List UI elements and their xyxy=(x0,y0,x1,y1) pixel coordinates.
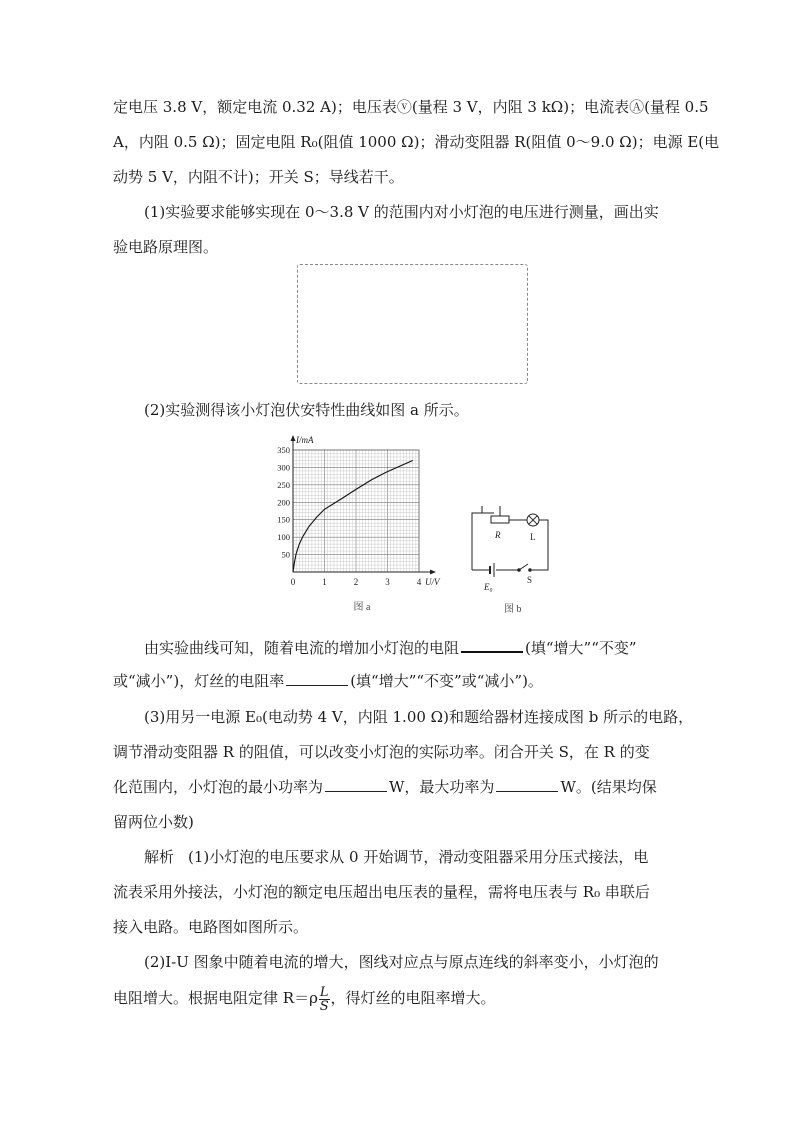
q2-line-2-hint: (填“增大”“不变” xyxy=(525,639,637,657)
blank-resistivity[interactable] xyxy=(286,671,348,686)
solution-line-5-text-a: 电阻增大。根据电阻定律 R＝ρ xyxy=(113,989,318,1007)
figure-b-circuit xyxy=(464,506,564,614)
x-axis-label: U/V xyxy=(425,577,440,587)
label-L: L xyxy=(530,532,536,542)
figure-b-caption: 图 b xyxy=(504,604,522,614)
x-tick-label: 4 xyxy=(416,577,422,587)
rheostat-slider xyxy=(482,506,500,516)
q2-line-1: (2)实验测得该小灯泡伏安特性曲线如图 a 所示。 xyxy=(144,401,469,419)
figure-a-caption: 图 a xyxy=(353,602,371,613)
q3-line-2: 调节滑动变阻器 R 的阻值，可以改变小灯泡的实际功率。闭合开关 S，在 R 的变 xyxy=(113,743,650,761)
answer-drawing-box xyxy=(297,264,528,384)
q2-line-3 xyxy=(113,671,543,691)
blank-min-power[interactable] xyxy=(325,777,387,792)
switch-contact xyxy=(529,569,532,572)
y-tick-label: 150 xyxy=(277,514,290,525)
wire-right xyxy=(532,520,548,570)
y-axis-arrow xyxy=(291,435,296,441)
q3-line-1: (3)用另一电源 E₀(电动势 4 V，内阻 1.00 Ω)和题给器材连接成图 b 所示的电路， xyxy=(144,708,694,726)
solution-label: 解析 xyxy=(144,848,175,866)
figure-a-chart xyxy=(266,428,446,614)
q2-line-3-hint: (填“增大”“不变”或“减小”)。 xyxy=(350,672,543,690)
solution-line-2: 流表采用外接法，小灯泡的额定电压超出电压表的量程，需将电压表与 R₀ 串联后 xyxy=(113,883,650,901)
solution-line-5-text-b: ，得灯丝的电阻率增大。 xyxy=(330,989,496,1007)
q3-line-3-text-c: W。(结果均保 xyxy=(560,778,657,796)
q2-line-3-text: 或“减小”)，灯丝的电阻率 xyxy=(113,672,285,690)
blank-resistance[interactable] xyxy=(461,637,523,653)
solution-line-5 xyxy=(113,984,496,1013)
q3-line-3 xyxy=(113,777,657,797)
label-R: R xyxy=(495,530,501,540)
intro-line-2: A，内阻 0.5 Ω)；固定电阻 R₀(阻值 1000 Ω)；滑动变阻器 R(阻值 0～9.0 Ω)；电源 E(电 xyxy=(113,133,720,151)
q1-line-2: 验电路原理图。 xyxy=(113,238,219,256)
wire-top-left xyxy=(472,513,482,570)
solution-line-1-text: (1)小灯泡的电压要求从 0 开始调节，滑动变阻器采用分压式接法，电 xyxy=(188,848,649,866)
x-tick-label: 0 xyxy=(290,577,296,587)
blank-max-power[interactable] xyxy=(496,777,558,792)
y-tick-label: 300 xyxy=(277,462,290,473)
intro-line-1: 定电压 3.8 V，额定电流 0.32 A)；电压表ⓥ(量程 3 V，内阻 3 kΩ)；电流表Ⓐ(量程 0.5 xyxy=(113,98,709,116)
x-tick-label: 2 xyxy=(353,577,359,587)
x-tick-label: 3 xyxy=(385,577,390,587)
intro-line-3: 动势 5 V，内阻不计)；开关 S；导线若干。 xyxy=(113,168,404,186)
y-tick-label: 50 xyxy=(281,549,290,560)
q1-line-1: (1)实验要求能够实现在 0～3.8 V 的范围内对小灯泡的电压进行测量，画出实 xyxy=(144,203,659,221)
q3-line-3-text-a: 化范围内，小灯泡的最小功率为 xyxy=(113,778,324,796)
rheostat-R xyxy=(491,516,509,523)
solution-line-3: 接入电路。电路图如图所示。 xyxy=(113,918,309,936)
y-tick-label: 100 xyxy=(277,532,290,543)
y-tick-label: 250 xyxy=(277,479,290,490)
label-S: S xyxy=(527,575,533,585)
x-axis-arrow xyxy=(430,570,436,575)
fraction-numerator: L xyxy=(319,984,329,1000)
x-tick-label: 1 xyxy=(322,577,327,587)
q2-line-2-text: 由实验曲线可知，随着电流的增加小灯泡的电阻 xyxy=(144,639,460,657)
y-tick-label: 200 xyxy=(277,497,290,508)
q3-line-3-text-b: W，最大功率为 xyxy=(389,778,495,796)
y-tick-label: 350 xyxy=(277,445,290,455)
fraction-L-over-S xyxy=(319,986,330,1013)
q3-line-4: 留两位小数) xyxy=(113,813,194,831)
solution-line-4: (2)I-U 图象中随着电流的增大，图线对应点与原点连线的斜率变小，小灯泡的 xyxy=(144,953,659,971)
label-E0: E₀ xyxy=(484,582,493,592)
solution-line-1 xyxy=(144,847,648,867)
q2-line-2 xyxy=(144,637,637,658)
y-axis-label: I/mA xyxy=(296,435,314,445)
fraction-denominator: S xyxy=(319,998,329,1014)
